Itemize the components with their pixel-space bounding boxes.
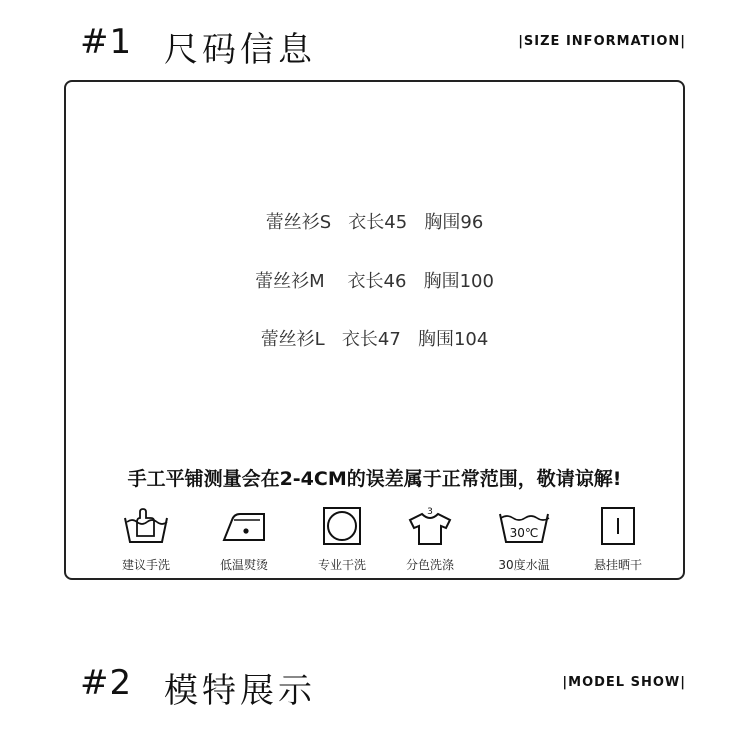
size-info-card [64, 80, 685, 580]
size-row-m: 蕾丝衫M 衣长46 胸围100 [255, 271, 494, 292]
wash-temperature-text: 30℃ [509, 526, 539, 540]
wash-30c-icon [498, 506, 550, 546]
care-label: 30度水温 [498, 558, 550, 572]
care-label: 悬挂晒干 [593, 558, 642, 572]
care-item-wash-30c [484, 506, 564, 573]
size-row-s: 蕾丝衫S 衣长45 胸围96 [265, 212, 484, 233]
care-item-hand-wash [106, 506, 186, 573]
section-english-title: |SIZE INFORMATION| [518, 34, 686, 49]
care-item-low-temp-iron [204, 506, 284, 573]
hand-wash-icon [123, 506, 169, 546]
professional-dry-clean-icon [320, 506, 364, 546]
separate-wash-icon [406, 506, 454, 546]
care-item-separate-wash [390, 506, 470, 573]
section-title: 模特展示 [164, 671, 316, 711]
hang-dry-icon [596, 506, 640, 546]
section-header-model-show [0, 663, 750, 723]
low-temp-iron-icon [220, 506, 268, 546]
section-header-size-info [0, 22, 750, 82]
measurement-note: 手工平铺测量会在2-4CM的误差属于正常范围，敬请谅解! [127, 468, 622, 490]
svg-text:3: 3 [427, 507, 433, 517]
care-label: 建议手洗 [121, 558, 170, 572]
care-label: 专业干洗 [317, 558, 366, 572]
section-number: #2 [80, 663, 133, 703]
care-label: 低温熨烫 [219, 558, 268, 572]
section-number: #1 [80, 22, 133, 62]
care-item-dry-clean [302, 506, 382, 573]
care-label: 分色洗涤 [405, 558, 454, 572]
care-item-hang-dry [578, 506, 658, 573]
section-title: 尺码信息 [164, 30, 316, 70]
section-english-title: |MODEL SHOW| [562, 675, 686, 690]
size-row-l: 蕾丝衫L 衣长47 胸围104 [260, 329, 489, 350]
